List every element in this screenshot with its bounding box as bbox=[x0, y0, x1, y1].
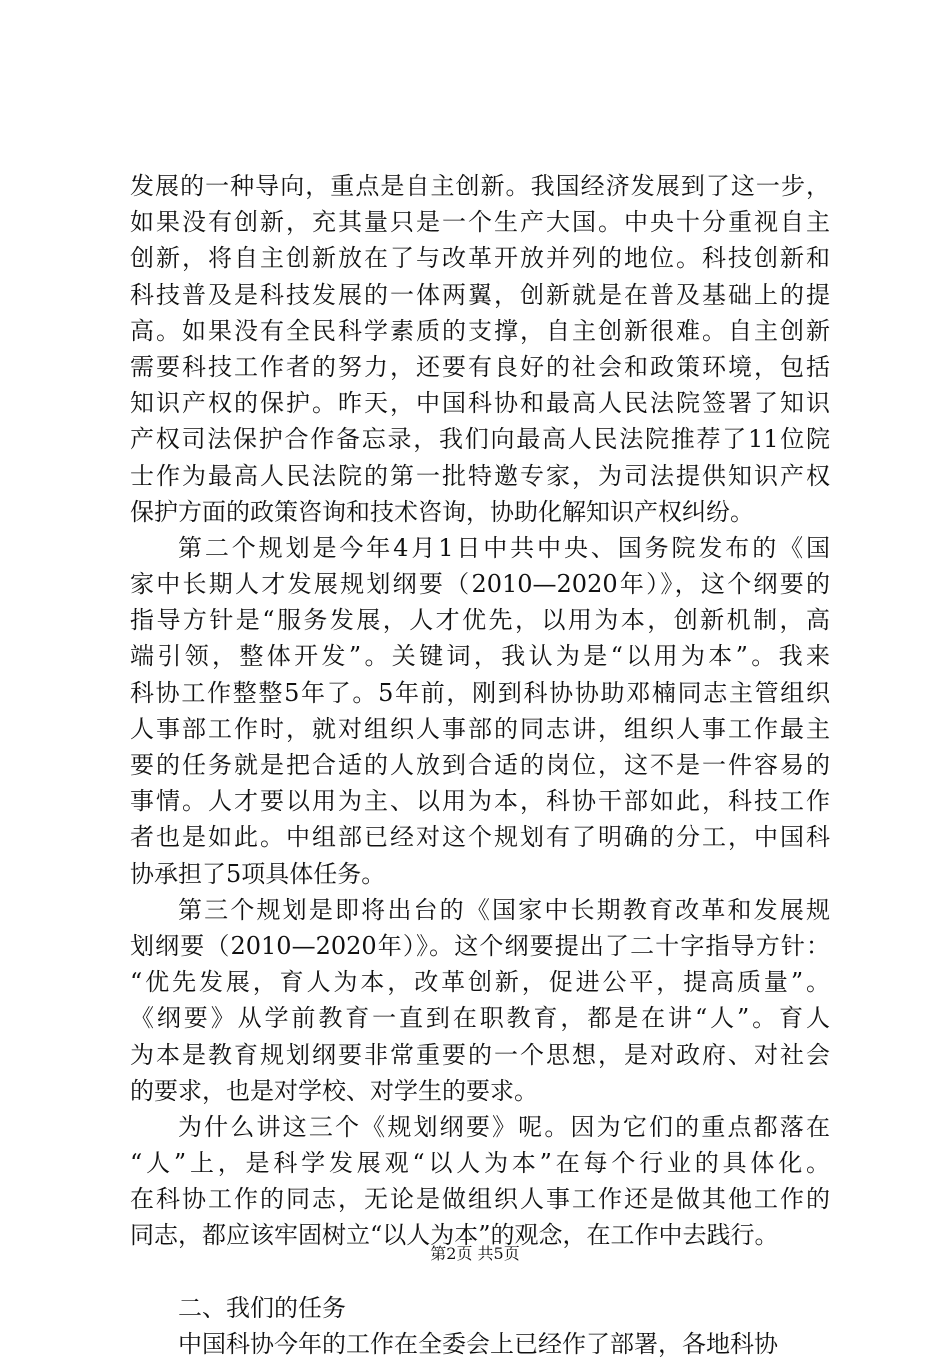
text-line: 要的任务就是把合适的人放到合适的岗位，这不是一件容易的 bbox=[130, 751, 830, 779]
text-line: 高。如果没有全民科学素质的支撑，自主创新很难。自主创新 bbox=[130, 316, 830, 345]
text-line: 为本是教育规划纲要非常重要的一个思想，是对政府、对社会 bbox=[130, 1040, 830, 1069]
text-line: 划纲要（2010—2020年）》。这个纲要提出了二十字指导方针： bbox=[130, 931, 830, 960]
document-body bbox=[130, 168, 830, 1362]
text-line: 第二个规划是今年4月1日中共中央、国务院发布的《国 bbox=[178, 533, 830, 562]
paragraph-4 bbox=[130, 1109, 830, 1254]
section-heading bbox=[130, 1290, 830, 1326]
paragraph-2 bbox=[130, 530, 830, 892]
text-line: 士作为最高人民法院的第一批特邀专家，为司法提供知识产权 bbox=[130, 461, 830, 490]
section-heading-text: 二、我们的任务 bbox=[178, 1293, 346, 1322]
text-line: 在科协工作的同志，无论是做组织人事工作还是做其他工作的 bbox=[130, 1185, 830, 1214]
text-line: 人事部工作时，就对组织人事部的同志讲，组织人事工作最主 bbox=[130, 714, 830, 743]
text-line: 创新，将自主创新放在了与改革开放并列的地位。科技创新和 bbox=[130, 244, 830, 273]
text-line: 科技普及是科技发展的一体两翼，创新就是在普及基础上的提 bbox=[130, 280, 830, 309]
paragraph-1 bbox=[130, 168, 830, 530]
text-line: 家中长期人才发展规划纲要（2010—2020年）》，这个纲要的 bbox=[130, 570, 830, 599]
text-line: 科协工作整整5年了。5年前，刚到科协协助邓楠同志主管组织 bbox=[130, 678, 830, 707]
text-line: 第三个规划是即将出台的《国家中长期教育改革和发展规 bbox=[178, 895, 830, 924]
page-footer bbox=[0, 1244, 950, 1264]
text-line: 《纲要》从学前教育一直到在职教育，都是在讲“人”。育人 bbox=[130, 1004, 830, 1033]
page-number: 第2页 共5页 bbox=[430, 1244, 520, 1263]
text-line: 同志，都应该牢固树立“以人为本”的观念，在工作中去践行。 bbox=[130, 1221, 779, 1250]
text-line: 指导方针是“服务发展，人才优先，以用为本，创新机制，高 bbox=[130, 606, 830, 635]
text-line: 者也是如此。中组部已经对这个规划有了明确的分工，中国科 bbox=[130, 823, 830, 852]
text-line: 协承担了5项具体任务。 bbox=[130, 859, 386, 888]
text-line: 中国科协今年的工作在全委会上已经作了部署，各地科协 bbox=[178, 1329, 778, 1358]
text-line: 产权司法保护合作备忘录，我们向最高人民法院推荐了11位院 bbox=[130, 425, 830, 454]
text-line: 为什么讲这三个《规划纲要》呢。因为它们的重点都落在 bbox=[178, 1112, 830, 1141]
text-line: 端引领，整体开发”。关键词，我认为是“以用为本”。我来 bbox=[130, 642, 830, 671]
text-line: 发展的一种导向，重点是自主创新。我国经济发展到了这一步， bbox=[130, 172, 830, 200]
paragraph-3 bbox=[130, 892, 830, 1109]
text-line: 知识产权的保护。昨天，中国科协和最高人民法院签署了知识 bbox=[130, 389, 830, 418]
text-line: 的要求，也是对学校、对学生的要求。 bbox=[130, 1076, 538, 1105]
text-line: 如果没有创新，充其量只是一个生产大国。中央十分重视自主 bbox=[130, 208, 830, 237]
text-line: 事情。人才要以用为主、以用为本，科协干部如此，科技工作 bbox=[130, 787, 830, 816]
text-line: 需要科技工作者的努力，还要有良好的社会和政策环境，包括 bbox=[130, 352, 830, 381]
text-line: 保护方面的政策咨询和技术咨询，协助化解知识产权纠纷。 bbox=[130, 497, 754, 526]
text-line: “人”上，是科学发展观“以人为本”在每个行业的具体化。 bbox=[130, 1149, 830, 1178]
text-line: “优先发展，育人为本，改革创新，促进公平，提高质量”。 bbox=[130, 968, 830, 997]
